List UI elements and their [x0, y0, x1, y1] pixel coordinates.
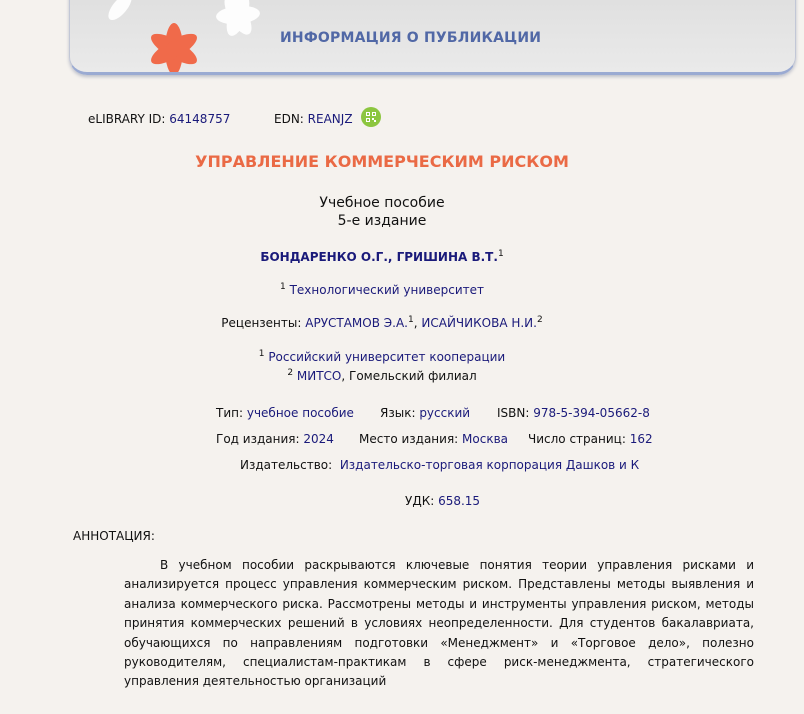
- author-affiliation: [0, 283, 804, 297]
- place-value: Москва: [462, 432, 509, 446]
- qr-code-icon[interactable]: [361, 107, 381, 127]
- meta-pages: [528, 432, 653, 446]
- rev-aff1-link[interactable]: Российский университет кооперации: [268, 350, 506, 364]
- publisher-label: Издательство:: [240, 458, 333, 472]
- annotation-label: АННОТАЦИЯ:: [73, 529, 155, 543]
- page-title: ИНФОРМАЦИЯ О ПУБЛИКАЦИИ: [280, 30, 542, 46]
- publication-title: УПРАВЛЕНИЕ КОММЕРЧЕСКИМ РИСКОМ: [195, 152, 569, 171]
- pages-value: 162: [629, 432, 653, 446]
- meta-type: [216, 406, 354, 420]
- rev-aff2-rest: , Гомельский филиал: [341, 369, 477, 383]
- affiliation-link[interactable]: Технологический университет: [289, 283, 484, 297]
- edition: 5-е издание: [337, 213, 427, 229]
- elibrary-id-label: eLIBRARY ID:: [88, 112, 166, 126]
- place-label: Место издания:: [359, 432, 459, 446]
- meta-place: [359, 432, 508, 446]
- type-value: учебное пособие: [246, 406, 354, 420]
- rev-aff1-sup: 1: [258, 349, 265, 359]
- udk-value: 658.15: [438, 494, 481, 508]
- rev-aff2-link[interactable]: МИТСО: [296, 369, 342, 383]
- reviewer-affiliation-2: [40, 367, 724, 386]
- meta-language: [380, 406, 470, 420]
- language-label: Язык:: [380, 406, 416, 420]
- reviewer-link-2[interactable]: ИСАЙЧИКОВА Н.И.: [421, 316, 537, 330]
- language-value: русский: [419, 406, 471, 420]
- reviewer-affiliations: [0, 348, 804, 386]
- edn-label: EDN:: [274, 112, 304, 126]
- publisher-link[interactable]: Издательско-торговая корпорация Дашков и К: [339, 458, 640, 472]
- authors-sup: 1: [497, 249, 504, 259]
- isbn-value: 978-5-394-05662-8: [533, 406, 650, 420]
- publication-type-block: [0, 194, 804, 230]
- year-value: 2024: [303, 432, 334, 446]
- affiliation-sup: 1: [280, 282, 286, 292]
- reviewer-affiliation-1: [40, 348, 724, 367]
- meta-udk: [405, 494, 480, 508]
- year-label: Год издания:: [216, 432, 300, 446]
- isbn-label: ISBN:: [497, 406, 530, 420]
- reviewers-label: Рецензенты:: [221, 316, 302, 330]
- edn-link[interactable]: REANJZ: [307, 112, 353, 126]
- authors-link[interactable]: БОНДАРЕНКО О.Г., ГРИШИНА В.Т.: [260, 250, 498, 264]
- reviewer1-sup: 1: [408, 315, 414, 325]
- meta-isbn: [497, 406, 650, 420]
- reviewer2-sup: 2: [536, 315, 543, 325]
- reviewers: Рецензенты: АРУСТАМОВ Э.А.$^1$, ИСАЙЧИКОВА Н.И.$^2$: [221, 315, 543, 330]
- authors: [0, 250, 804, 264]
- udk-label: УДК:: [405, 494, 435, 508]
- meta-publisher: [240, 458, 639, 472]
- rev-aff2-sup: 2: [287, 368, 294, 378]
- reviewer-link-1[interactable]: АРУСТАМОВ Э.А.: [305, 316, 408, 330]
- annotation-text: В учебном пособии раскрываются ключевые понятия теории управления рисками и анализируется процесс управления коммерческим риском. Представлены методы выявления и анализа коммерческого риска. Рассмотрены методы и инструменты управления риском, методы принятия коммерческих решений в условиях неопределенности. Для студентов бакалавриата, обучающихся по направлениям подготовки «Менеджмент» и «Торговое дело», полезно руководителям, специалистам-практикам в сфере риск-менеджмента, стратегического управления деятельностью организаций: [124, 558, 754, 689]
- elibrary-id-value: 64148757: [169, 112, 231, 126]
- publication-type: Учебное пособие: [319, 195, 445, 211]
- type-label: Тип:: [216, 406, 244, 420]
- meta-year: [216, 432, 334, 446]
- publication-ids: [88, 112, 353, 126]
- pages-label: Число страниц:: [528, 432, 626, 446]
- page-header: [69, 0, 796, 75]
